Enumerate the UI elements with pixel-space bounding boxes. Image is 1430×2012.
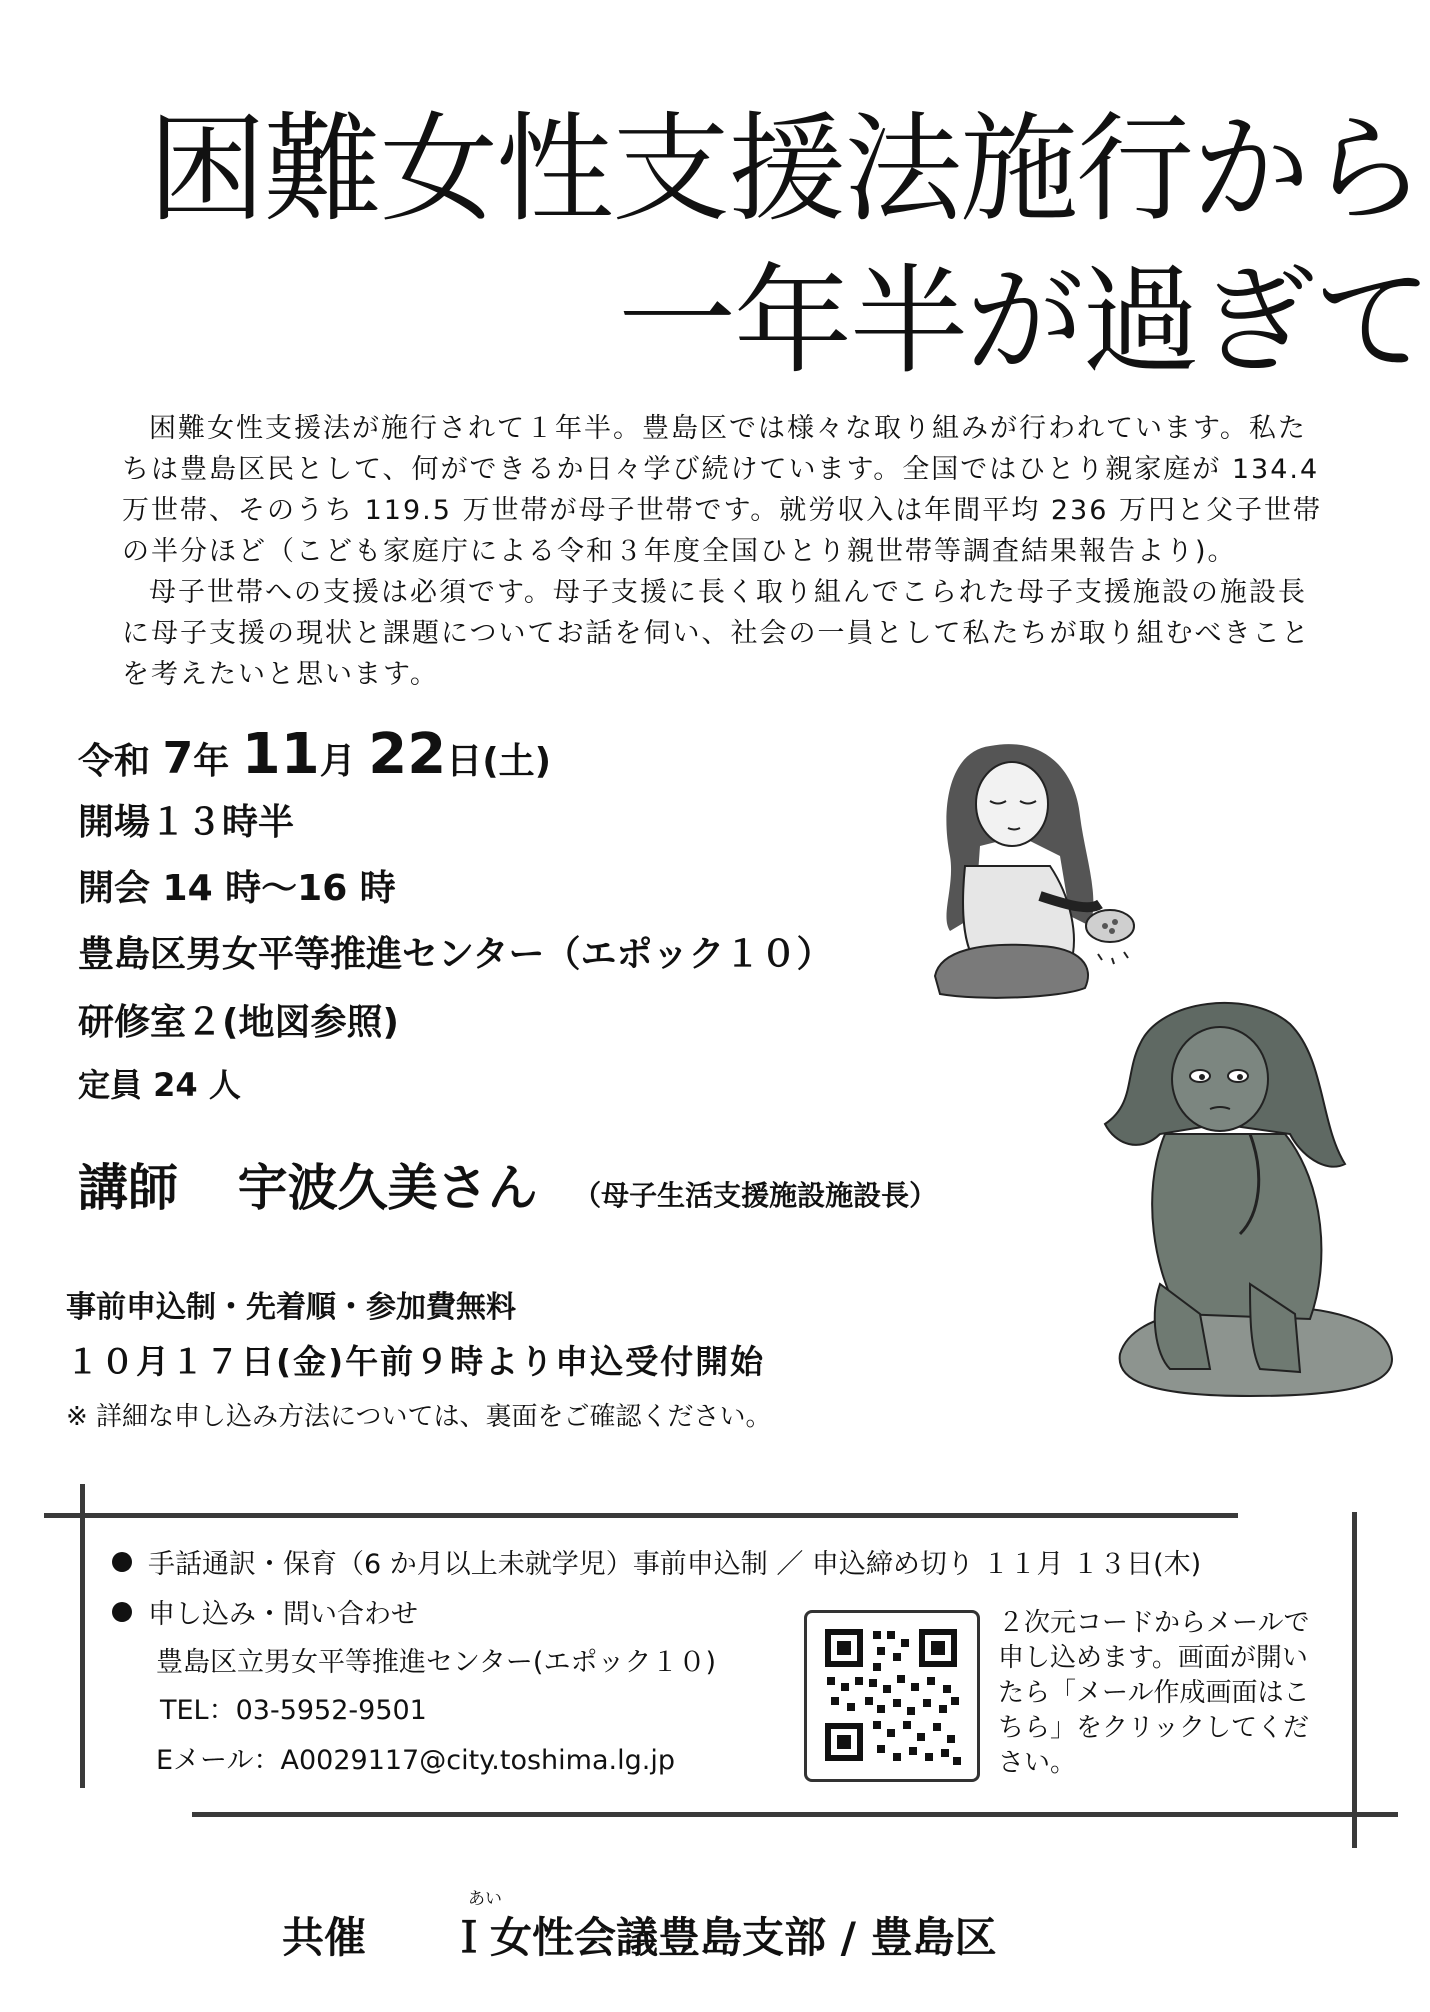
bullet-icon [112, 1602, 132, 1622]
session-time: 開会 14 時～16 時 [78, 868, 396, 909]
qr-code-icon[interactable] [807, 1613, 977, 1779]
qr-code-frame[interactable] [804, 1610, 980, 1782]
info-frame-right [1352, 1512, 1357, 1848]
lecturer-label: 講師 [78, 1159, 178, 1217]
intro-text [122, 408, 1330, 695]
event-capacity: 定員 24 人 [78, 1066, 241, 1104]
organizer-name: Ｉ女性会議豊島支部 / 豊島区 [448, 1913, 997, 1962]
bullet-icon [112, 1552, 132, 1572]
registration-start: １０月１７日(金)午前９時より申込受付開始 [66, 1342, 766, 1381]
lecturer-name: 宇波久美さん [237, 1159, 538, 1217]
qr-instructions: ２次元コードからメールで申し込めます。画面が開いたら「メール作成画面はこちら」をクリックしてください。 [998, 1608, 1310, 1778]
organizer-label: 共催 [282, 1913, 367, 1962]
organizer-ruby: あい [468, 1889, 502, 1909]
date-month: 11 [241, 722, 320, 787]
info-frame-top [44, 1513, 1238, 1518]
info-item-2-text: 申し込み・問い合わせ [148, 1599, 418, 1630]
registration-note: ※ 詳細な申し込み方法については、裏面をご確認ください。 [66, 1402, 772, 1432]
date-day: 22 [368, 722, 447, 787]
intro-paragraph-1: 困難女性支援法が施行されて１年半。豊島区では様々な取り組みが行われています。私たちは豊島区民として、何ができるか日々学び続けています。全国ではひとり親家庭が 134.4 万世帯、そのうち 119.5 万世帯が母子世帯です。就労収入は年間平均 236 万円と父子世帯の半分ほど（こども家庭庁による令和３年度全国ひとり親世帯等調査結果報告より)。 [122, 413, 1322, 567]
opening-time: 開場１３時半 [78, 802, 295, 843]
intro-paragraph-2: 母子世帯への支援は必須です。母子支援に長く取り組んでこられた母子支援施設の施設長に母子支援の現状と課題についてお話を伺い、社会の一員として私たちが取り組むべきことを考えたいと思います。 [122, 577, 1311, 690]
date-year-unit: 年 [193, 741, 230, 782]
info-frame-bottom [192, 1812, 1398, 1817]
contact-tel: TEL：03-5952-9501 [160, 1695, 427, 1726]
page-title-line-1: 困難女性支援法施行から [148, 100, 1425, 238]
page-title-line-2: 一年半が過ぎて [618, 252, 1430, 390]
date-era: 令和 [78, 741, 151, 782]
event-venue: 豊島区男女平等推進センター（エポック１０） [78, 934, 833, 975]
kneeling-woman-illustration [920, 726, 1136, 1012]
info-item-interpretation [112, 1542, 1201, 1581]
lecturer [78, 1148, 937, 1220]
organizer [282, 1905, 997, 1965]
date-weekday: (土) [482, 741, 552, 782]
event-room: 研修室２(地図参照) [78, 1002, 399, 1043]
lecturer-role: （母子生活支援施設施設長） [573, 1179, 938, 1212]
date-day-unit: 日 [446, 741, 483, 782]
date-year: 7 [162, 733, 194, 784]
thinking-woman-illustration [1100, 984, 1400, 1404]
date-month-unit: 月 [319, 741, 356, 782]
contact-email[interactable]: Eメール：A0029117@city.toshima.lg.jp [156, 1745, 675, 1776]
event-date [78, 722, 551, 787]
registration-terms: 事前申込制・先着順・参加費無料 [66, 1290, 516, 1325]
info-item-1-text: 手話通訳・保育（6 か月以上未就学児）事前申込制 ／ 申込締め切り １１月 １３日(木) [148, 1549, 1202, 1580]
info-item-contact [112, 1592, 418, 1631]
contact-venue: 豊島区立男女平等推進センター(エポック１０) [156, 1647, 716, 1678]
info-frame-left [80, 1484, 85, 1788]
